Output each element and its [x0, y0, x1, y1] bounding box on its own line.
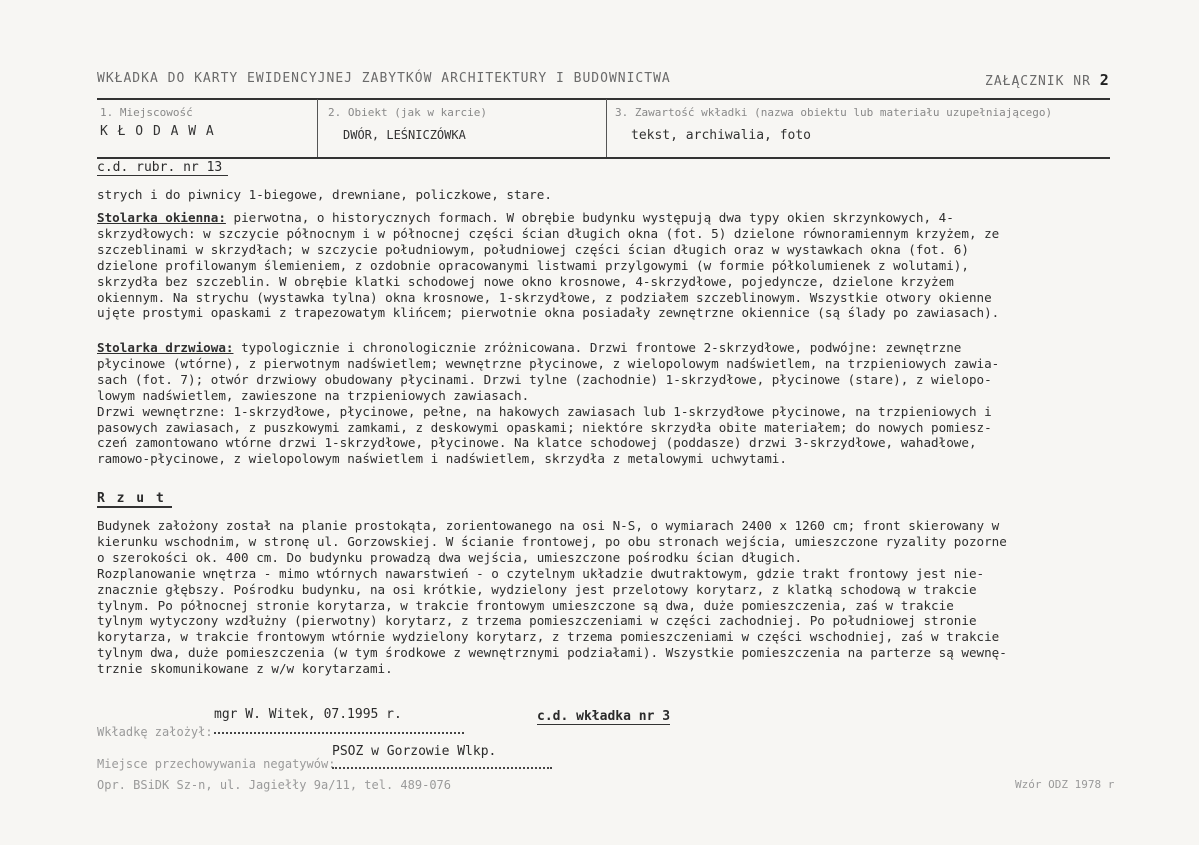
author-value: mgr W. Witek, 07.1995 r. — [214, 707, 402, 722]
section-reference: c.d. rubr. nr 13 — [97, 160, 228, 176]
table-divider-1 — [317, 99, 318, 157]
content-value: tekst, archiwalia, foto — [631, 128, 812, 143]
storage-dotted-line — [332, 767, 552, 769]
author-dotted-line — [214, 732, 464, 734]
doors-heading: Stolarka drzwiowa: — [97, 340, 234, 355]
table-divider-2 — [606, 99, 607, 157]
attachment-number: 2 — [1099, 71, 1110, 89]
doors-text: typologicznie i chronologicznie zróżnicowana. Drzwi frontowe 2-skrzydłowe, podwójne: zewnętrzne płycinowe (wtórne), z pierwotnym nadświetlem; wewnętrzne płycinowe, z wielopolowym nadświetlem, na trzpieniowych zawia- sach (fot. 7); otwór drzwiowy obudowany płycinami. Drzwi tylne (zachodnie) 1-skrzydłowe, płycinowe (stare), z wielopo- lowym nadświetlem, zawieszone na trzpieniowych zawiasach. Drzwi wewnętrzne: 1-skrzydłowe, płycinowe, pełne, na hakowych zawiasach lub 1-skrzydłowe płycinowe, na trzpieniowych i pasowych zawiasach, z puszkowymi zamkami, z deskowymi opaskami; niektóre skrzydła obite materiałem; do nowych pomiesz- czeń zamontowano wtórne drzwi 1-skrzydłowe, płycinowe. Na klatce schodowej (poddasze) drzwi 3-skrzydłowe, wahadłowe, ramowo-płycinowe, z wielopolowym naświetlem i nadświetlem, skrzydła z metalowymi uchwytami. — [97, 340, 1000, 467]
attachment-label-text: ZAŁĄCZNIK NR — [985, 74, 1091, 89]
storage-label: Miejsce przechowywania negatywów: — [97, 757, 336, 771]
attachment-label — [985, 71, 1110, 89]
place-label: 1. Miejscowość — [100, 106, 193, 119]
place-value: K Ł O D A W A — [100, 124, 215, 139]
object-value: DWÓR, LEŚNICZÓWKA — [343, 128, 466, 142]
windows-heading: Stolarka okienna: — [97, 210, 226, 225]
printer-info: Opr. BSiDK Sz-n, ul. Jagiełły 9a/11, tel. 489-076 — [97, 778, 452, 792]
content-label: 3. Zawartość wkładki (nazwa obiektu lub materiału uzupełniającego) — [615, 106, 1053, 119]
document-title: WKŁADKA DO KARTY EWIDENCYJNEJ ZABYTKÓW ARCHITEKTURY I BUDOWNICTWA — [97, 71, 671, 86]
continued-reference: c.d. wkładka nr 3 — [537, 709, 671, 724]
object-label: 2. Obiekt (jak w karcie) — [328, 106, 487, 119]
windows-text: pierwotna, o historycznych formach. W obrębie budynku występują dwa typy okien skrzynkowych, 4- skrzydłowych: w szczycie północnym i w północnej części ścian długich okna (fot. 5) dzielone równoramiennym krzyżem, ze szczeblinami w skrzydłach; w szczycie południowym, południowej części ścian długich oraz w wystawkach okna (fot. 6) dzielone profilowanym ślemieniem, z ozdobnie opracowanymi listwami przylgowymi (w formie półkolumienek z wolutami), skrzydła bez szczeblin. W obrębie klatki schodowej nowe okno krosnowe, 4-skrzydłowe, pojedyncze, dzielone krzyżem okiennym. Na strychu (wystawka tylna) okna krosnowe, 1-skrzydłowe, z podziałem szczeblinowym. Wszystkie otwory okienne ujęte prostymi opaskami z trapezowatym klińcem; pierwotnie okna posiadały zewnętrzne okiennice (są ślady po zawiasach). — [97, 210, 1000, 321]
plan-text: Budynek założony został na planie prostokąta, zorientowanego na osi N-S, o wymiarach 2400 x 1260 cm; front skierowany w kierunku wschodnim, w stronę ul. Gorzowskiej. W ścianie frontowej, po obu stronach wejścia, umieszczone ryzality pozorne o szerokości ok. 400 cm. Do budynku prowadzą dwa wejścia, umieszczone pośrodku ścian długich. Rozplanowanie wnętrza - mimo wtórnych nawarstwień - o czytelnym układzie dwutraktowym, gdzie trakt frontowy jest nie- znacznie głębszy. Pośrodku budynku, na osi krótkie, wydzielony jest przelotowy korytarz, z klatką schodową w trakcie tylnym. Po północnej stronie korytarza, w trakcie frontowym umieszczone są dwa, duże pomieszczenia, zaś w trakcie tylnym wytyczony wzdłużny (pierwotny) korytarz, z trzema pomieszczeniami w części zachodniej. Po południowej stronie korytarza, w trakcie frontowym wtórnie wydzielony korytarz, z trzema pomieszczeniami w części wschodniej, zaś w trakcie tylnym dwa, duże pomieszczenia (w tym środkowe z wewnętrznymi podziałami). Wszystkie pomieszczenia na parterze są wewnę- trznie skomunikowane z w/w korytarzami. — [97, 518, 1007, 677]
table-top-rule — [97, 98, 1110, 100]
intro-line: strych i do piwnicy 1-biegowe, drewniane, policzkowe, stare. — [97, 187, 552, 202]
storage-value: PSOZ w Gorzowie Wlkp. — [332, 744, 497, 759]
table-bottom-rule — [97, 157, 1110, 159]
author-label: Wkładkę założył: — [97, 725, 213, 739]
windows-paragraph — [97, 210, 1117, 321]
doors-paragraph — [97, 340, 1117, 467]
plan-heading: R z u t — [97, 491, 172, 508]
form-model: Wzór ODZ 1978 r — [1015, 778, 1115, 791]
